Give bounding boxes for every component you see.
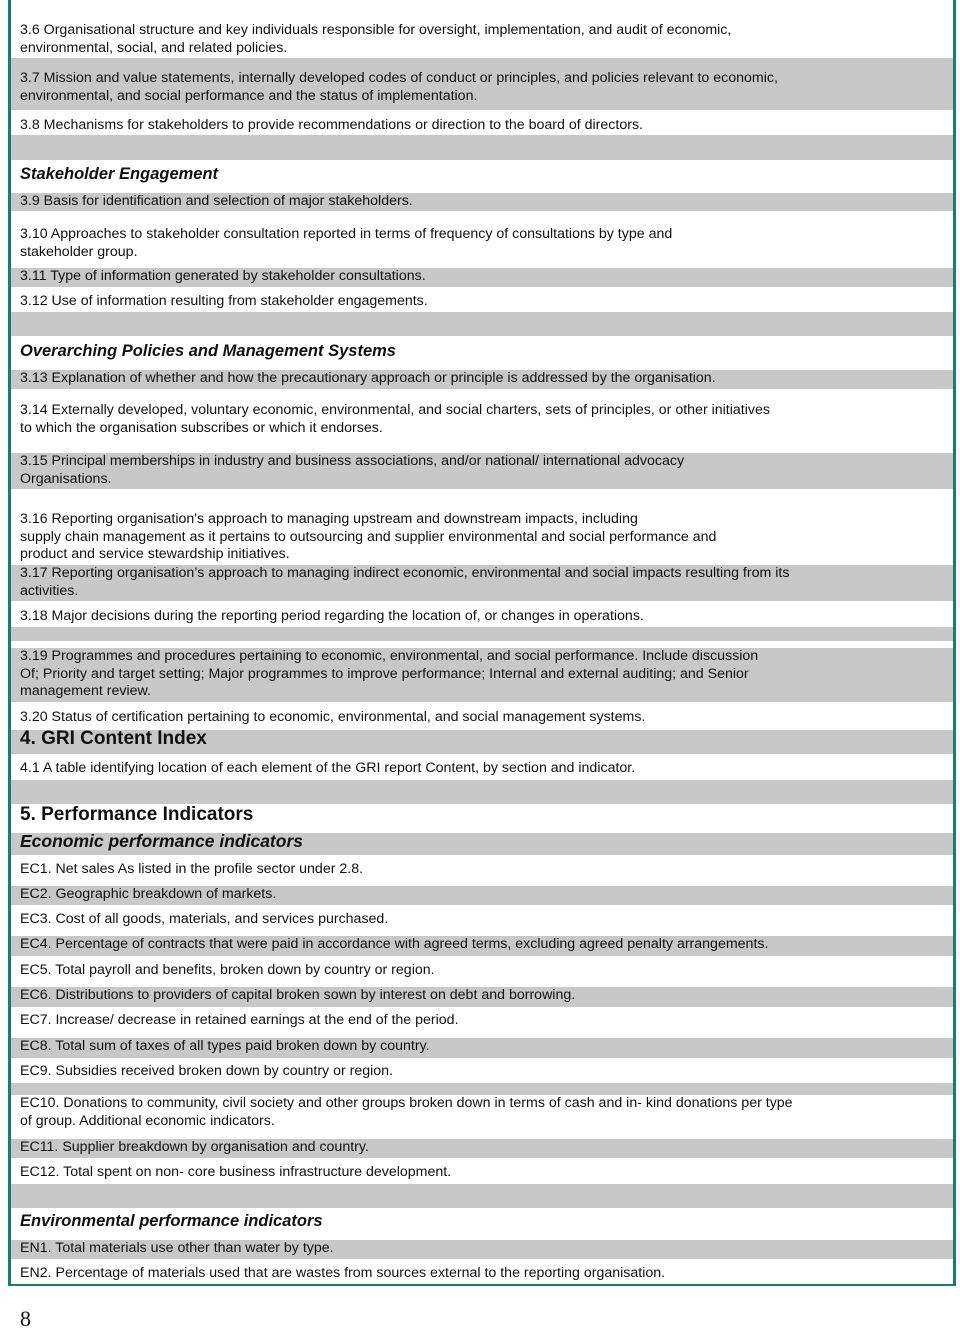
table-row: Economic performance indicators	[11, 833, 953, 855]
table-row: 3.7 Mission and value statements, internally developed codes of conduct or principles, and policies relevant to economic, environmental, and social performance and the status of implementation.	[11, 70, 953, 110]
table-row: EC10. Donations to community, civil society and other groups broken down in terms of cash and in- kind donations per type of group. Additional economic indicators.	[11, 1095, 953, 1133]
table-row: EC12. Total spent on non- core business infrastructure development.	[11, 1164, 953, 1184]
table-row: EC11. Supplier breakdown by organisation and country.	[11, 1139, 953, 1158]
table-row: EC9. Subsidies received broken down by country or region.	[11, 1063, 953, 1083]
table-row: EC7. Increase/ decrease in retained earnings at the end of the period.	[11, 1012, 953, 1032]
table-row: Stakeholder Engagement	[11, 166, 953, 186]
table-row: 4.1 A table identifying location of each element of the GRI report Content, by section and indicator.	[11, 760, 953, 779]
table-row-spacer	[11, 1083, 953, 1095]
table-row: EC5. Total payroll and benefits, broken down by country or region.	[11, 962, 953, 981]
table-row: EC6. Distributions to providers of capital broken sown by interest on debt and borrowing.	[11, 987, 953, 1007]
table-row: EC1. Net sales As listed in the profile sector under 2.8.	[11, 861, 953, 880]
table-row: 3.11 Type of information generated by stakeholder consultations.	[11, 268, 953, 287]
table-row: Environmental performance indicators	[11, 1213, 953, 1234]
page-number: 8	[20, 1306, 31, 1331]
table-row-spacer	[11, 211, 953, 225]
table-row: 3.19 Programmes and procedures pertaining to economic, environmental, and social performance. Include discussion Of; Priority and target setting; Major programmes to improve performance; Internal and external auditing; and Senior management review.	[11, 648, 953, 702]
table-row: 3.9 Basis for identification and selection of major stakeholders.	[11, 193, 953, 211]
table-row-spacer	[11, 627, 953, 641]
table-row: EN1. Total materials use other than water by type.	[11, 1240, 953, 1259]
table-row-spacer	[11, 780, 953, 804]
table-row: 3.13 Explanation of whether and how the precautionary approach or principle is addressed by the organisation.	[11, 370, 953, 389]
table-row: 3.17 Reporting organisation’s approach to managing indirect economic, environmental and social impacts resulting from its activities.	[11, 565, 953, 601]
table-row: 3.12 Use of information resulting from stakeholder engagements.	[11, 293, 953, 312]
table-row-spacer	[11, 135, 953, 160]
table-row: EC2. Geographic breakdown of markets.	[11, 886, 953, 905]
table-rows	[11, 0, 953, 1283]
table-row: 3.15 Principal memberships in industry and business associations, and/or national/ international advocacy Organisations.	[11, 453, 953, 489]
table-row: 4. GRI Content Index	[11, 730, 953, 754]
table-row: 5. Performance Indicators	[11, 806, 953, 831]
document-table	[8, 0, 956, 1286]
table-row: 3.20 Status of certification pertaining to economic, environmental, and social management systems.	[11, 709, 953, 728]
table-row: EC8. Total sum of taxes of all types paid broken down by country.	[11, 1038, 953, 1058]
table-row-spacer	[11, 1184, 953, 1208]
table-row: EN2. Percentage of materials used that are wastes from sources external to the reporting organisation.	[11, 1265, 953, 1284]
table-row: 3.18 Major decisions during the reporting period regarding the location of, or changes in operations.	[11, 608, 953, 627]
table-row: 3.6 Organisational structure and key individuals responsible for oversight, implementation, and audit of economic, environmental, social, and related policies.	[11, 22, 953, 58]
table-row: EC4. Percentage of contracts that were paid in accordance with agreed terms, excluding agreed penalty arrangements.	[11, 936, 953, 956]
table-row: 3.8 Mechanisms for stakeholders to provide recommendations or direction to the board of directors.	[11, 117, 953, 135]
table-row-spacer	[11, 312, 953, 336]
table-row-spacer	[11, 58, 953, 70]
table-row: 3.16 Reporting organisation's approach to managing upstream and downstream impacts, including supply chain management as it pertains to outsourcing and supplier environmental and social performance and product and service stewardship initiatives.	[11, 511, 953, 565]
table-row: 3.10 Approaches to stakeholder consultation reported in terms of frequency of consultations by type and stakeholder group.	[11, 226, 953, 264]
table-row: Overarching Policies and Management Systems	[11, 343, 953, 363]
table-row: EC3. Cost of all goods, materials, and services purchased.	[11, 911, 953, 930]
table-row: 3.14 Externally developed, voluntary economic, environmental, and social charters, sets of principles, or other initiatives to which the organisation subscribes or which it endorses.	[11, 402, 953, 440]
